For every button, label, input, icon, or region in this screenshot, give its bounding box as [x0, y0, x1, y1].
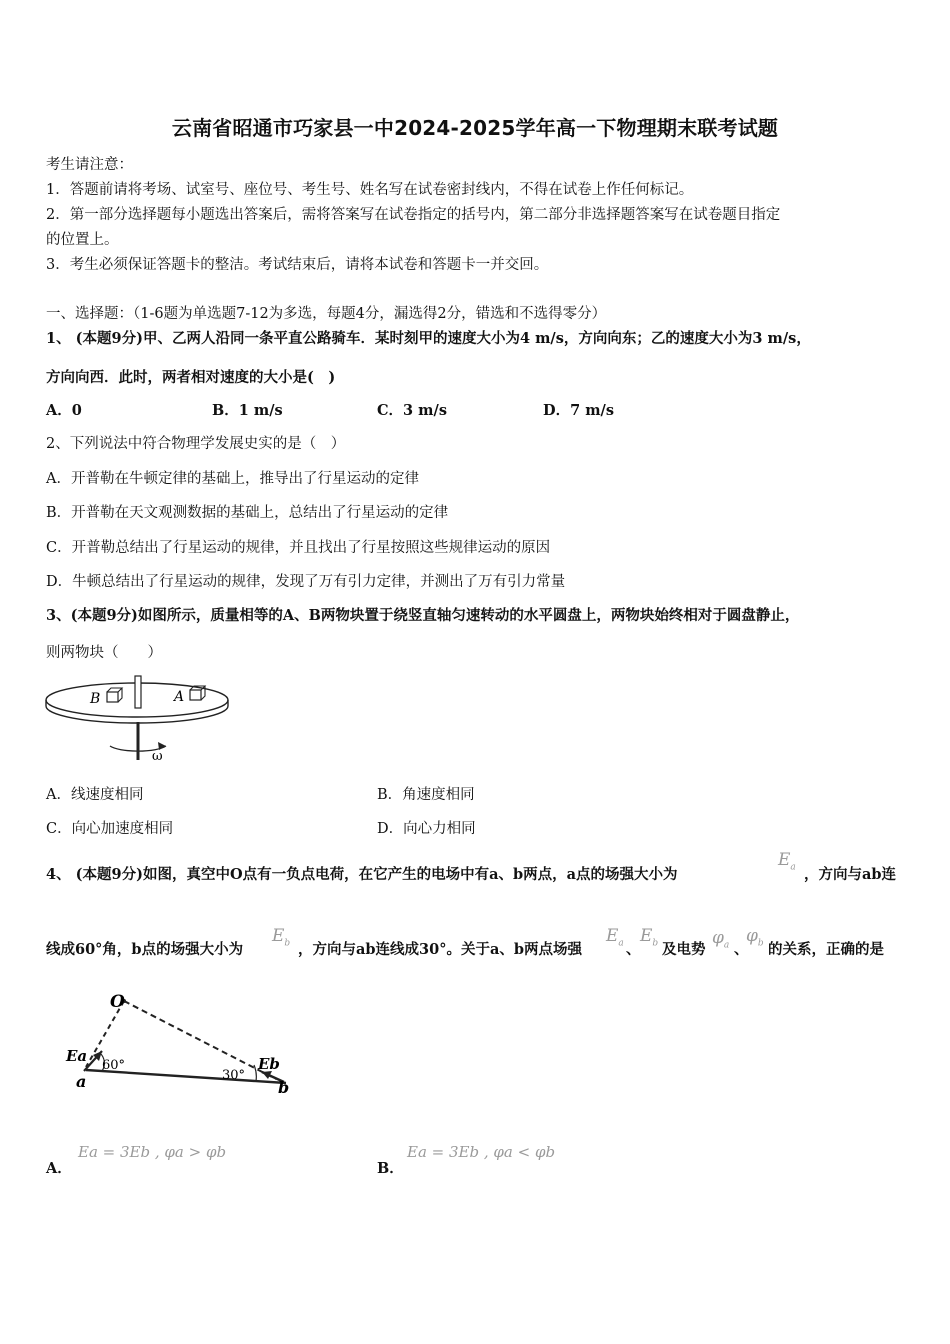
- field-strength-eb-symbol-2: $E_b$: [640, 926, 659, 949]
- section-heading: 一、选择题：（1-6题为单选题7-12为多选，每题4分，漏选得2分，错选和不选得零分）: [46, 306, 607, 322]
- q3-stem-line1: 3、(本题9分)如图所示，质量相等的A、B两物块置于绕竖直轴匀速转动的水平圆盘上，两物块始终相对于圆盘静止，: [46, 607, 800, 624]
- eb-vector-label: Eb: [258, 1055, 280, 1073]
- q4-stem-line1-part2: ，方向与ab连: [804, 866, 897, 883]
- q3-option-c: C．向心加速度相同: [46, 821, 174, 837]
- notice-item-1: 1．答题前请将考场、试室号、座位号、考生号、姓名写在试卷密封线内，不得在试卷上作任何标记。: [46, 182, 694, 198]
- notice-item-2-cont: 的位置上。: [46, 232, 119, 248]
- q2-option-c: C．开普勒总结出了行星运动的规律，并且找出了行星按照这些规律运动的原因: [46, 540, 551, 556]
- q1-stem-line2: 方向向西．此时，两者相对速度的大小是( ): [46, 369, 336, 386]
- angle-30-label: 30°: [222, 1068, 246, 1083]
- field-strength-ea-symbol-2: $E_a$: [606, 926, 624, 949]
- potential-phi-a-symbol: $\varphi_a$: [712, 928, 730, 951]
- angle-60-label: 60°: [102, 1058, 126, 1073]
- notice-item-2: 2．第一部分选择题每小题选出答案后，需将答案写在试卷指定的括号内，第二部分非选择题答案写在试卷题目指定: [46, 207, 781, 223]
- q4-separator-1: 、: [626, 941, 641, 958]
- point-o-label: O: [110, 992, 125, 1012]
- page-title: 云南省昭通市巧家县一中2024-2025学年高一下物理期末联考试题: [171, 116, 779, 140]
- q4-option-b-label: B．: [377, 1160, 404, 1177]
- q4-option-b-formula: Ea = 3Eb , φa < φb: [407, 1143, 556, 1161]
- q4-option-a-label: A．: [46, 1160, 72, 1177]
- q1-option-a: A．0: [46, 402, 82, 419]
- q1-option-d: D．7 m/s: [543, 402, 615, 419]
- q3-stem-line2: 则两物块（ ）: [46, 645, 162, 661]
- q2-option-d: D．牛顿总结出了行星运动的规律，发现了万有引力定律，并测出了万有引力常量: [46, 574, 566, 590]
- point-b-label: b: [278, 1078, 290, 1097]
- notice-heading: 考生请注意：: [46, 157, 133, 173]
- block-a-label: A: [174, 689, 185, 705]
- field-strength-ea-symbol: $E_a$: [778, 850, 796, 873]
- q2-option-b: B．开普勒在天文观测数据的基础上，总结出了行星运动的定律: [46, 505, 449, 521]
- q2-option-a: A．开普勒在牛顿定律的基础上，推导出了行星运动的定律: [46, 471, 419, 487]
- q4-stem-line2-part4: 的关系，正确的是: [768, 941, 884, 958]
- q1-option-b: B．1 m/s: [212, 402, 283, 419]
- q4-stem-line2-part1: 线成60°角，b点的场强大小为: [46, 941, 244, 958]
- q3-option-d: D．向心力相同: [377, 821, 476, 837]
- block-b-label: B: [90, 691, 101, 707]
- q1-option-c: C．3 m/s: [377, 402, 447, 419]
- field-strength-eb-symbol: $E_b$: [272, 926, 291, 949]
- q4-stem-line2-part3: 及电势: [662, 941, 706, 958]
- ea-vector-label: Ea: [66, 1047, 88, 1065]
- electric-field-figure: [40, 975, 310, 1115]
- point-a-label: a: [76, 1072, 87, 1091]
- omega-label: ω: [152, 749, 163, 764]
- q1-stem-line1: 1、 (本题9分)甲、乙两人沿同一条平直公路骑车．某时刻甲的速度大小为4 m/s，方向向东；乙的速度大小为3 m/s，: [46, 330, 811, 347]
- q3-option-a: A．线速度相同: [46, 787, 144, 803]
- q3-option-b: B．角速度相同: [377, 787, 475, 803]
- q2-stem: 2、下列说法中符合物理学发展史实的是（ ）: [46, 436, 346, 452]
- rotating-disk-figure: [40, 670, 240, 770]
- q4-stem-line1-part1: 4、 (本题9分)如图，真空中O点有一负点电荷，在它产生的电场中有a、b两点，a点的场强大小为: [46, 866, 678, 883]
- notice-item-3: 3．考生必须保证答题卡的整洁。考试结束后，请将本试卷和答题卡一并交回。: [46, 257, 549, 273]
- q4-separator-2: 、: [734, 941, 749, 958]
- q4-option-a-formula: Ea = 3Eb , φa > φb: [78, 1143, 227, 1161]
- potential-phi-b-symbol: $\varphi_b$: [746, 926, 764, 949]
- q4-stem-line2-part2: ，方向与ab连线成30°。关于a、b两点场强: [298, 941, 582, 958]
